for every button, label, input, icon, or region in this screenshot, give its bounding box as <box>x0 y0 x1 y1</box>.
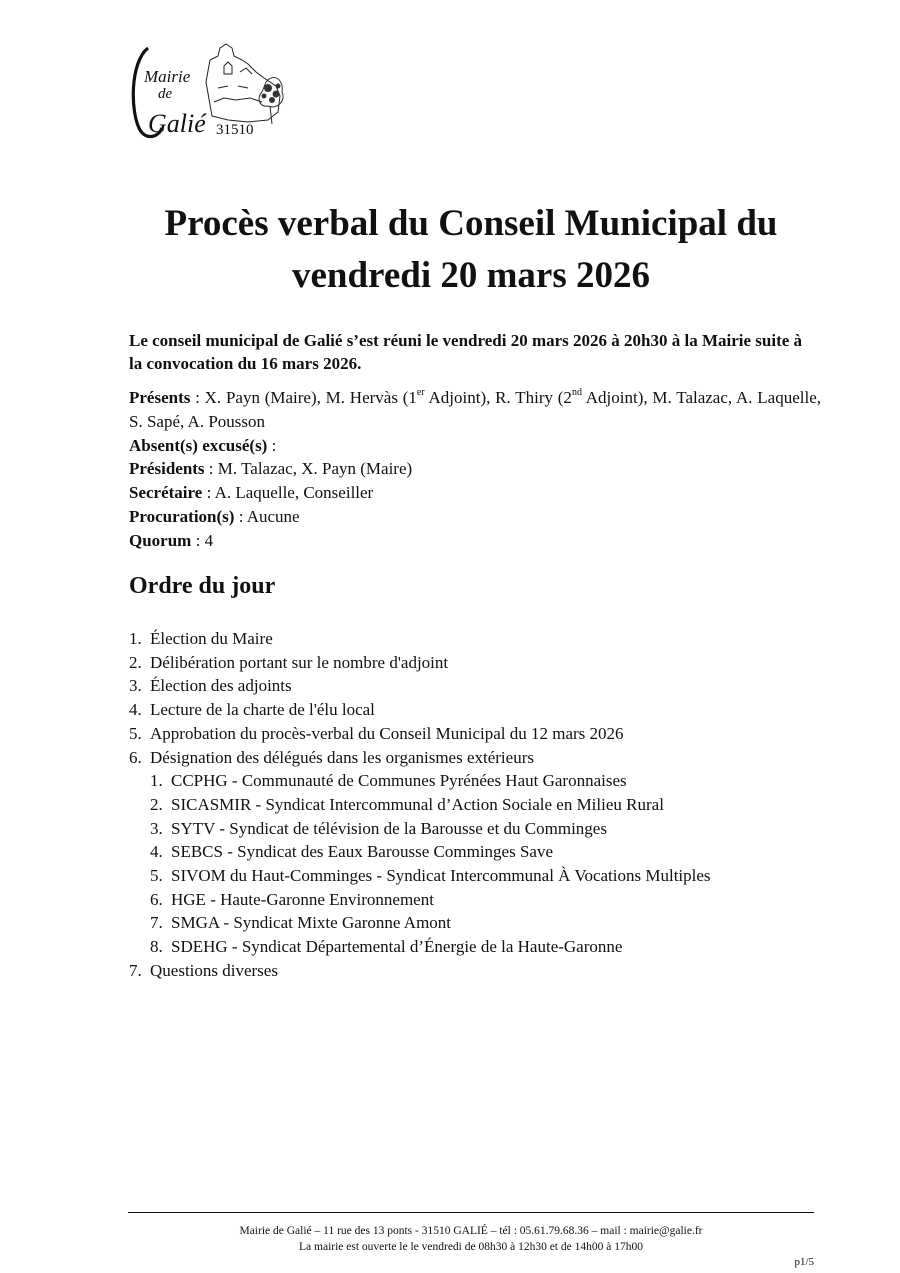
agenda-subitem-text: SEBCS - Syndicat des Eaux Barousse Comminges Save <box>171 842 554 862</box>
agenda-subitem-text: SIVOM du Haut-Comminges - Syndicat Intercommunal À Vocations Multiples <box>171 866 711 886</box>
agenda-item-number: 3. <box>129 676 142 696</box>
agenda-item-number: 5. <box>129 723 142 743</box>
agenda-item-number: 6. <box>129 747 142 767</box>
presidents-line <box>129 457 821 481</box>
agenda-subitem <box>129 864 711 888</box>
agenda-subitem-text: HGE - Haute-Garonne Environnement <box>171 889 434 909</box>
procurations-label: Procuration(s) <box>129 506 235 526</box>
secretaire-line <box>129 481 821 505</box>
agenda-item-number: 7. <box>129 960 142 980</box>
agenda-subitem-number: 6. <box>150 889 163 909</box>
agenda-item <box>129 722 711 746</box>
presents-label: Présents <box>129 388 191 407</box>
secretaire-label: Secrétaire <box>129 483 203 503</box>
logo-text-mairie: Mairie <box>144 67 191 86</box>
presents-sup-1: er <box>416 387 425 399</box>
agenda-item-text: Approbation du procès-verbal du Conseil Municipal du 12 mars 2026 <box>150 723 624 743</box>
agenda-subitem-text: SICASMIR - Syndicat Intercommunal d’Action Sociale en Milieu Rural <box>171 794 664 814</box>
agenda-item-text: Délibération portant sur le nombre d'adjoint <box>150 652 449 672</box>
agenda-subitem-number: 3. <box>150 818 163 838</box>
agenda-subitem-text: CCPHG - Communauté de Communes Pyrénées Haut Garonnaises <box>171 771 627 791</box>
agenda-subitem <box>129 911 711 935</box>
quorum-line <box>129 529 821 553</box>
quorum-value: : 4 <box>191 530 214 550</box>
agenda-heading: Ordre du jour <box>129 573 276 599</box>
presents-line <box>129 386 821 434</box>
agenda-item-text: Élection des adjoints <box>150 676 292 696</box>
agenda-subitem-number: 1. <box>150 771 163 791</box>
presents-text-3: Adjoint), M. Talazac, A. Laquelle, S. Sapé, A. Pousson <box>129 388 822 431</box>
agenda-item <box>129 651 711 675</box>
page-title <box>100 198 842 302</box>
agenda-subitem <box>129 840 711 864</box>
agenda-subitem <box>129 817 711 841</box>
title-line-1: Procès verbal du Conseil Municipal du <box>164 203 778 244</box>
intro-paragraph: Le conseil municipal de Galié s’est réuni le vendredi 20 mars 2026 à 20h30 à la Mairie suite à la convocation du 16 mars 2026. <box>129 331 803 373</box>
agenda-subitem <box>129 888 711 912</box>
logo-postal-code: 31510 <box>216 122 254 138</box>
mairie-logo <box>128 42 286 148</box>
secretaire-value: : A. Laquelle, Conseiller <box>202 483 374 503</box>
agenda-subitem <box>129 793 711 817</box>
agenda-item-text: Désignation des délégués dans les organismes extérieurs <box>150 747 534 767</box>
page-footer <box>128 1223 814 1255</box>
agenda-list <box>129 627 711 983</box>
agenda-item-number: 1. <box>129 629 142 648</box>
agenda-item <box>129 959 711 983</box>
procurations-value: : Aucune <box>234 506 300 526</box>
agenda-item-number: 4. <box>129 700 142 720</box>
agenda-item-text: Questions diverses <box>150 960 278 980</box>
absents-label: Absent(s) excusé(s) <box>129 435 268 455</box>
presents-text-1: : X. Payn (Maire), M. Hervàs (1 <box>190 388 417 407</box>
agenda-subitem-number: 5. <box>150 866 163 886</box>
attendance-block <box>129 386 821 553</box>
presidents-label: Présidents <box>129 459 205 479</box>
agenda-subitem-number: 7. <box>150 913 163 933</box>
agenda-item-text: Lecture de la charte de l'élu local <box>150 700 375 720</box>
agenda-subitem <box>129 935 711 959</box>
agenda-subitem <box>129 769 711 793</box>
title-line-2: vendredi 20 mars 2026 <box>291 255 650 296</box>
quorum-label: Quorum <box>129 530 192 550</box>
agenda-item <box>129 746 711 770</box>
agenda-subitem-text: SMGA - Syndicat Mixte Garonne Amont <box>171 913 452 933</box>
agenda-item-number: 2. <box>129 652 142 672</box>
agenda-subitem-number: 4. <box>150 842 163 862</box>
agenda-item <box>129 698 711 722</box>
agenda-subitem-text: SYTV - Syndicat de télévision de la Barousse et du Comminges <box>171 818 607 838</box>
logo-text-de: de <box>158 86 173 102</box>
absents-value: : <box>267 435 277 455</box>
agenda-item <box>129 627 711 651</box>
logo-text-galie: Galié <box>148 109 206 138</box>
footer-address: Mairie de Galié – 11 rue des 13 ponts - 31510 GALIÉ – tél : 05.61.79.68.36 – mail : mairie@galie.fr <box>239 1225 703 1237</box>
presents-sup-2: nd <box>571 387 582 399</box>
footer-divider <box>128 1212 814 1213</box>
procurations-line <box>129 505 821 529</box>
agenda-subitem-text: SDEHG - Syndicat Départemental d’Énergie de la Haute-Garonne <box>171 937 623 957</box>
presidents-value: : M. Talazac, X. Payn (Maire) <box>204 459 413 479</box>
agenda-item <box>129 674 711 698</box>
absents-line <box>129 434 821 458</box>
footer-hours: La mairie est ouverte le le vendredi de 08h30 à 12h30 et de 14h00 à 17h00 <box>299 1241 643 1253</box>
presents-text-2: Adjoint), R. Thiry (2 <box>424 388 572 407</box>
agenda-item-text: Élection du Maire <box>150 629 273 648</box>
page-number: p1/5 <box>794 1256 814 1268</box>
agenda-subitem-number: 2. <box>150 794 163 814</box>
agenda-subitem-number: 8. <box>150 937 163 957</box>
